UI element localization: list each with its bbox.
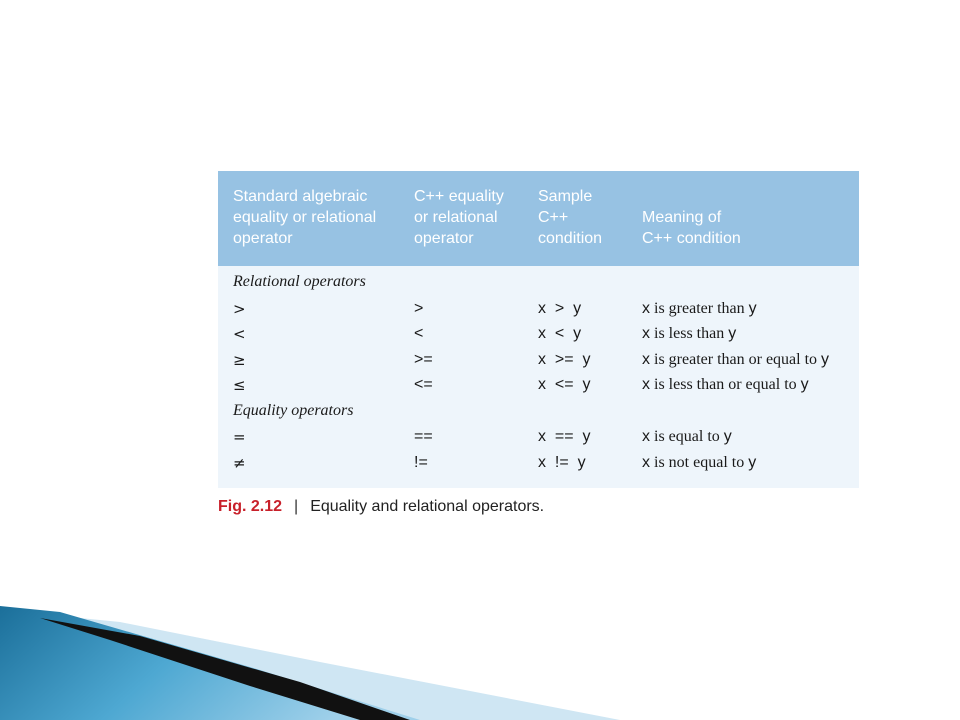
- header-cpp-operator: C++ equality or relational operator: [414, 188, 504, 247]
- condition-meaning: x is less than or equal to y: [642, 376, 809, 393]
- header-meaning: Meaning of C++ condition: [642, 209, 741, 247]
- algebraic-operator: ≥: [233, 351, 246, 369]
- section-title-equality: Equality operators: [233, 402, 354, 419]
- header-algebraic: Standard algebraic equality or relational operator: [233, 188, 377, 247]
- figure-caption: [218, 498, 544, 516]
- table-header: [218, 171, 859, 266]
- algebraic-operator: ≤: [233, 376, 246, 394]
- cpp-operator: >: [414, 300, 424, 317]
- operators-table: [218, 171, 859, 488]
- algebraic-operator: =: [233, 428, 246, 446]
- sample-condition: x == y: [538, 428, 591, 445]
- figure-label: Fig. 2.12: [218, 498, 283, 515]
- sample-condition: x < y: [538, 325, 582, 342]
- caption-separator: |: [294, 498, 299, 515]
- cpp-operator: >=: [414, 351, 433, 368]
- cpp-operator: <: [414, 325, 424, 342]
- algebraic-operator: >: [233, 300, 246, 318]
- sample-condition: x > y: [538, 300, 582, 317]
- condition-meaning: x is less than y: [642, 325, 737, 342]
- algebraic-operator: <: [233, 325, 246, 343]
- cpp-operator: <=: [414, 376, 433, 393]
- condition-meaning: x is greater than or equal to y: [642, 351, 830, 368]
- caption-text: Equality and relational operators.: [310, 498, 545, 515]
- cpp-operator: ==: [414, 428, 433, 445]
- header-sample-condition: Sample C++ condition: [538, 188, 603, 247]
- condition-meaning: x is greater than y: [642, 300, 757, 317]
- condition-meaning: x is equal to y: [642, 428, 732, 445]
- sample-condition: x >= y: [538, 351, 591, 368]
- slide-decoration: [0, 600, 960, 720]
- algebraic-operator: ≠: [233, 454, 246, 472]
- sample-condition: x != y: [538, 454, 586, 471]
- condition-meaning: x is not equal to y: [642, 454, 757, 471]
- sample-condition: x <= y: [538, 376, 591, 393]
- section-title-relational: Relational operators: [233, 273, 366, 290]
- cpp-operator: !=: [414, 454, 428, 471]
